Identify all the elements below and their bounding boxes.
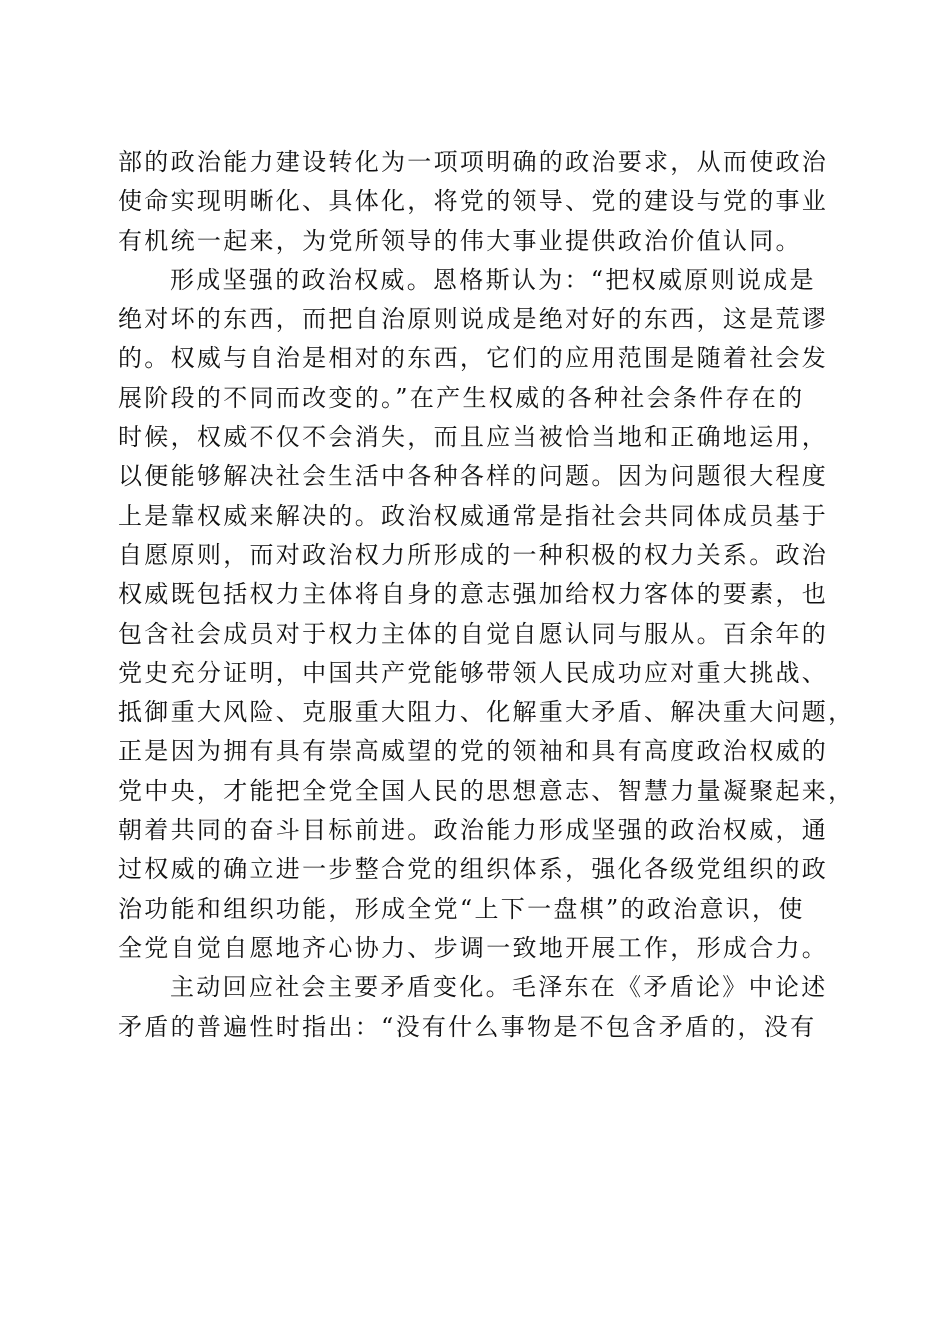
text-line: 绝对坏的东西，而把自治原则说成是绝对好的东西，这是荒谬 bbox=[118, 305, 829, 334]
body-text bbox=[118, 143, 855, 1047]
text-line: 过权威的确立进一步整合党的组织体系，强化各级党组织的政 bbox=[118, 855, 829, 884]
text-line: 使命实现明晰化、具体化，将党的领导、党的建设与党的事业 bbox=[118, 187, 829, 216]
text-line: 全党自觉自愿地齐心协力、步调一致地开展工作，形成合力。 bbox=[118, 933, 829, 962]
text-line: 治功能和组织功能，形成全党“上下一盘棋”的政治意识，使 bbox=[118, 894, 805, 923]
paragraph-start-line: 主动回应社会主要矛盾变化。毛泽东在《矛盾论》中论述 bbox=[170, 973, 828, 1002]
text-line: 上是靠权威来解决的。政治权威通常是指社会共同体成员基于 bbox=[118, 501, 829, 530]
text-line: 抵御重大风险、克服重大阻力、化解重大矛盾、解决重大问题， bbox=[118, 698, 855, 727]
text-line: 有机统一起来，为党所领导的伟大事业提供政治价值认同。 bbox=[118, 226, 802, 255]
text-line: 党中央，才能把全党全国人民的思想意志、智慧力量凝聚起来， bbox=[118, 776, 855, 805]
text-line: 以便能够解决社会生活中各种各样的问题。因为问题很大程度 bbox=[118, 462, 829, 491]
text-line: 权威既包括权力主体将自身的意志强加给权力客体的要素，也 bbox=[118, 580, 829, 609]
text-line: 正是因为拥有具有崇高威望的党的领袖和具有高度政治权威的 bbox=[118, 737, 829, 766]
text-line: 时候，权威不仅不会消失，而且应当被恰当地和正确地运用， bbox=[118, 423, 829, 452]
text-line: 展阶段的不同而改变的。”在产生权威的各种社会条件存在的 bbox=[118, 383, 805, 412]
text-line: 包含社会成员对于权力主体的自觉自愿认同与服从。百余年的 bbox=[118, 619, 829, 648]
text-line: 自愿原则，而对政治权力所形成的一种积极的权力关系。政治 bbox=[118, 540, 829, 569]
text-line: 的。权威与自治是相对的东西，它们的应用范围是随着社会发 bbox=[118, 344, 829, 373]
paragraph-start-line: 形成坚强的政治权威。恩格斯认为：“把权威原则说成是 bbox=[170, 265, 816, 294]
text-line: 矛盾的普遍性时指出：“没有什么事物是不包含矛盾的，没有 bbox=[118, 1012, 817, 1041]
text-line: 党史充分证明，中国共产党能够带领人民成功应对重大挑战、 bbox=[118, 658, 829, 687]
text-line: 部的政治能力建设转化为一项项明确的政治要求，从而使政治 bbox=[118, 148, 829, 176]
text-line: 朝着共同的奋斗目标前进。政治能力形成坚强的政治权威，通 bbox=[118, 816, 829, 845]
